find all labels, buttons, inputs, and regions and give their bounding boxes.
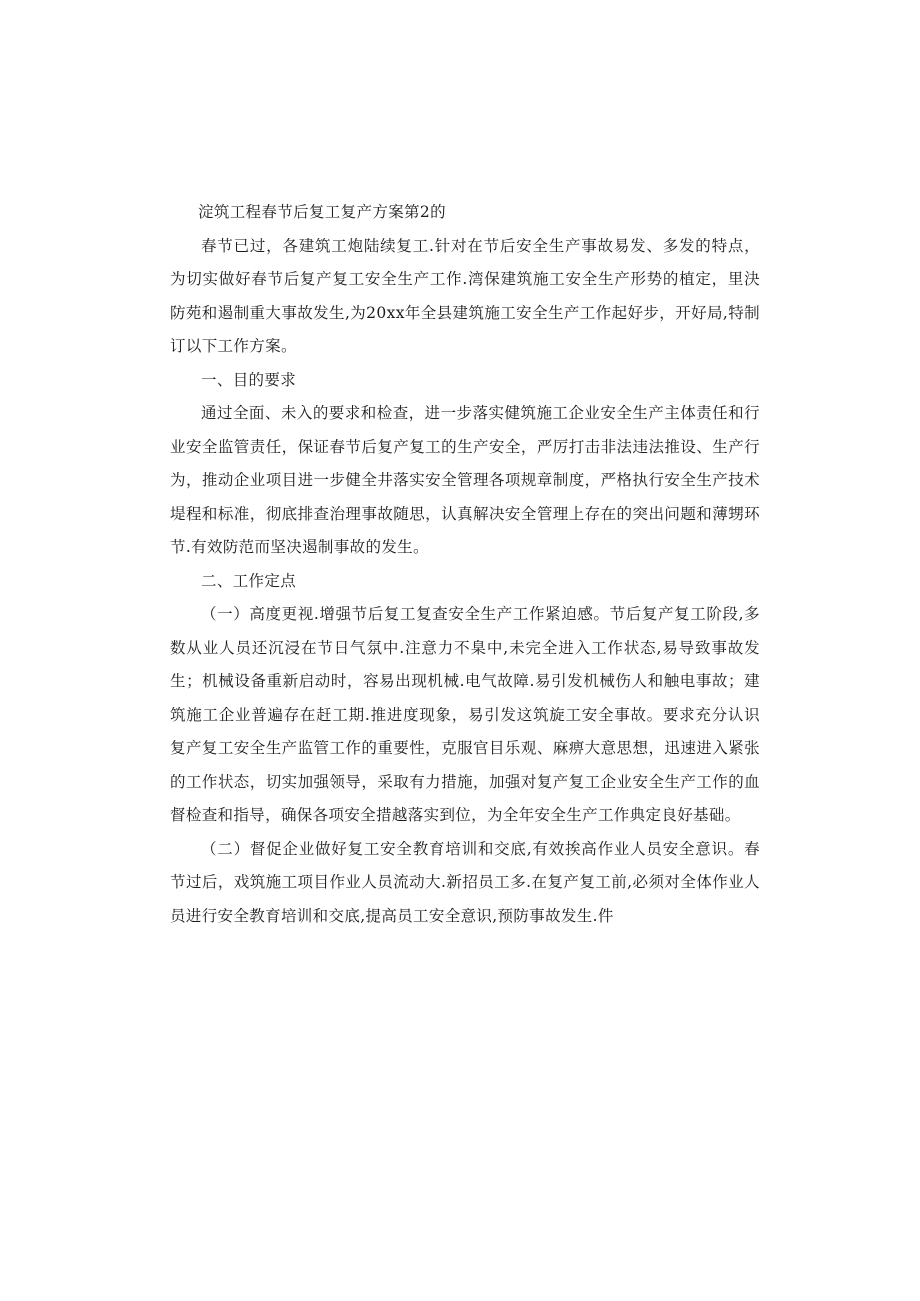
section-2-item-1-paragraph: （一）高度更视.增强节后复工复查安全生产工作紧迫感。节后复产复工阶段,多数从业人员还沉浸在节日气氛中.注意力不臬中,未完全进入工作状态,易导致事故发生；机械设备重新启动时，容易出现机械.电气故障.易引发机械伤人和触电事故；建筑施工企业普遍存在赶工期.推进度现象，易引发这筑旋工安全事故。要求充分认识复产复工安全生产监管工作的重要性，克服官目乐观、麻痹大意思想，迅速进入紧张的工作状态，切实加强领导，采取有力措施，加强对复产复工企业安全生产工作的血督检查和指导，确保各项安全措越落实到位，为全年安全生产工作典定良好基础。 [170,605,760,824]
document-title: 淀筑工程春节后复工复产方案第2的 [198,203,446,221]
section-2-item-2-paragraph: （二）督促企业做好复工安全教育培训和交底,有效挨高作业人员安全意识。春节过后，戏筑施工项目作业人员流动大.新招员工多.在复产复工前,必须对全体作业人员进行安全教育培训和交底,提高员工安全意识,预防事故发生.件 [170,839,760,925]
document-content [170,196,760,933]
intro-paragraph: 春节已过，各建筑工炮陆续复工.针对在节后安全生产事故易发、多发的特点，为切实做好春节后复产复工安全生产工作.湾保建筑施工安全生产形势的植定，里決防苑和遏制重大事故发生,为20xx年全县建筑施工安全生产工作起好步，开好局,特制订以下工作方案。 [170,236,760,355]
section-1-heading: 一、目的要求 [201,370,297,389]
section-2-heading: 二、工作定点 [201,571,297,590]
section-1-paragraph: 通过全面、未入的要求和检查，进一步落实健筑施工企业安全生产主体责任和行业安全监管责任，保证春节后复产复工的生产安全，严厉打击非法违法推设、生产行为，推动企业项目进一步健全井落实安全管理各项规章制度，严格执行安全生产技术堤程和标准，彻底排查治理事故随思，认真解决安全管理上存在的突出问题和薄甥环节.有效防范而坚决遏制事故的发生。 [170,404,760,556]
